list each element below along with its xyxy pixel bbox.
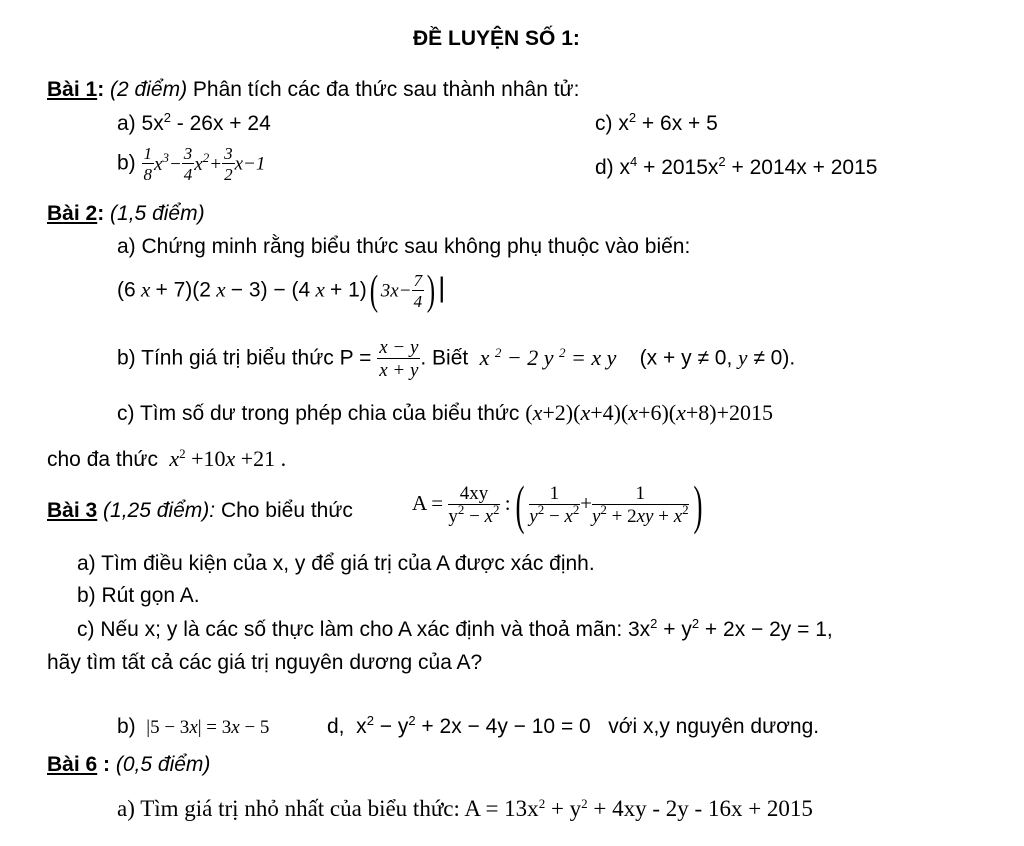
bai1-c: c) $x^2 + 6x + 5$ — [595, 110, 718, 135]
extra-d: d, $x^2 - y^2 + 2x - 4y - 10 = 0$ với x,y nguyên dương. — [327, 713, 820, 738]
bai6-a: a) Tìm giá trị nhỏ nhất của biểu thức: $A = 13x^2 + y^2 + 4xy - 2y - 16x + 2015$ — [117, 796, 813, 821]
bai1-a: a) $5x^2 - 26x + 24$ — [117, 110, 271, 135]
bai1-b: b) $\frac{1}{8}$ $x^3-$ $\frac{3}{4}$ $x^2+$ $\frac{3}{2}$ x−1 — [117, 144, 266, 184]
bai3-c: c) Nếu x; y là các số thực làm cho A xác định và thoả mãn: $3x^2 + y^2 + 2x - 2y = 1$, — [77, 616, 833, 641]
bai2-c: c) Tìm số dư trong phép chia của biểu thức (x+2)(x+4)(x+6)(x+8)+2015 — [117, 400, 773, 425]
bai6-label: Bài 6 — [47, 753, 98, 776]
bai3-points: (1,25 điểm): — [103, 499, 216, 522]
bai3-label: Bài 3 — [47, 499, 98, 522]
bai3-b: b) Rút gọn A. — [77, 584, 200, 607]
bai3-expr-A: A = $\frac{4xy}{y^2 - x^2}$ :( $\frac{1}{y^2 - x^2}$ + $\frac{1}{y^2 + 2xy + x^2}$ ) — [412, 475, 703, 535]
bai2-heading: Bài 2: (1,5 điểm) — [47, 202, 205, 225]
bai2-label: Bài 2 — [47, 202, 98, 225]
page-title: ĐỀ LUYỆN SỐ 1: — [413, 27, 580, 50]
bai1-d: d) $x^4 + 2015x^2 + 2014x + 2015$ — [595, 154, 878, 179]
bai3-heading — [47, 500, 353, 521]
bai2-a-text: a) Chứng minh rằng biểu thức sau không phụ thuộc vào biến: — [117, 235, 691, 258]
bai3-intro: Cho biểu thức — [220, 499, 353, 522]
bai6-points: (0,5 điểm) — [115, 753, 211, 776]
bai2-b: b) Tính giá trị biểu thức P = $\frac{x - y}{x + y}$ . Biết x $^2$ − 2 y $^2$ = x y (x + y ≠ 0, y ≠ 0). — [117, 337, 796, 381]
extra-b: b) |5 − 3x| = 3x − 5 — [117, 715, 270, 738]
bai1-heading: Bài 1: (2 điểm) Phân tích các đa thức sau thành nhân tử: — [47, 78, 580, 101]
bai1-points: (2 điểm) — [110, 78, 188, 101]
bai3-c-cont: hãy tìm tất cả các giá trị nguyên dương của A? — [47, 651, 483, 674]
bai3-a: a) Tìm điều kiện của x, y để giá trị của A được xác định. — [77, 552, 595, 575]
bai1-label: Bài 1 — [47, 78, 98, 101]
bai2-a-expr: (6 x + 7)(2 x − 3) − (4 x + 1)( 3x− $\frac{7}{4}$ ) | — [117, 268, 446, 314]
bai1-instruction: Phân tích các đa thức sau thành nhân tử: — [192, 78, 580, 101]
bai2-points: (1,5 điểm) — [110, 202, 205, 225]
bai2-c-cont: cho đa thức $x^2 +10x +21$ . — [47, 446, 287, 471]
bai6-heading: Bài 6 : (0,5 điểm) — [47, 753, 211, 776]
